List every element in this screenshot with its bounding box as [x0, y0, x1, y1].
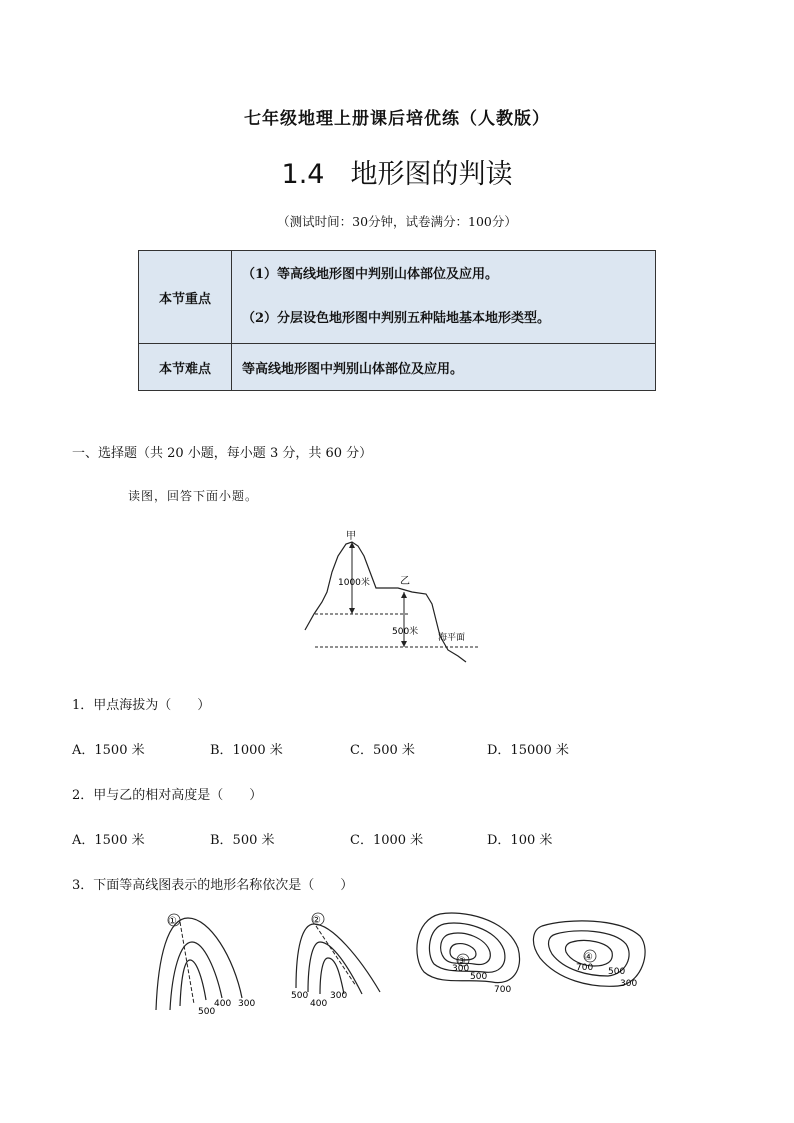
profile-diagram — [300, 522, 490, 670]
fig3-label-500: 500 — [470, 972, 488, 982]
page-title — [0, 152, 794, 191]
difficulty-content: 等高线地形图中判别山体部位及应用。 — [232, 344, 656, 391]
point-label: 乙 — [400, 576, 410, 587]
contour-line-400 — [308, 942, 362, 994]
q1-option-d[interactable]: D．15000 米 — [487, 743, 569, 758]
contour-line-300 — [156, 918, 242, 1010]
contour-figure-hill — [528, 914, 658, 996]
key-point-2: （2）分层设色地形图中判别五种陆地基本地形类型。 — [242, 311, 551, 326]
key-point-1: （1）等高线地形图中判别山体部位及应用。 — [242, 267, 499, 282]
fig4-label-500: 500 — [608, 967, 626, 977]
height-label-500: 500米 — [392, 627, 419, 637]
section-title: 一、选择题（共 20 小题，每小题 3 分，共 60 分） — [72, 446, 373, 461]
difficulty-label: 本节难点 — [139, 344, 232, 391]
key-points-label: 本节重点 — [139, 251, 232, 344]
q2-option-b[interactable]: B．500 米 — [210, 833, 275, 848]
question-2: 2．甲与乙的相对高度是（ ） — [72, 788, 263, 803]
arrow-head-icon — [349, 608, 355, 614]
test-info: （测试时间：30分钟，试卷满分：100分） — [277, 214, 517, 229]
focus-table — [138, 250, 656, 391]
q2-option-d[interactable]: D．100 米 — [487, 833, 553, 848]
fig2-label-500: 500 — [291, 991, 309, 1001]
document-header: 七年级地理上册课后培优练（人教版） — [244, 109, 550, 129]
q1-option-a[interactable]: A．1500 米 — [72, 743, 145, 758]
fig4-label-300: 300 — [620, 979, 638, 989]
question-1: 1．甲点海拔为（ ） — [72, 698, 211, 713]
fig2-marker: ② — [312, 915, 321, 926]
arrow-head-icon — [401, 592, 407, 598]
fig2-label-300: 300 — [330, 991, 348, 1001]
q1-option-b[interactable]: B．1000 米 — [210, 743, 283, 758]
terrain-profile-line — [305, 542, 466, 662]
contour-figure-ridge — [148, 908, 268, 1016]
ridge-line — [180, 922, 194, 1004]
contour-figure-basin — [410, 908, 525, 1000]
fig3-label-300: 300 — [452, 964, 470, 974]
fig3-marker: ③ — [457, 956, 466, 967]
arrow-head-icon — [401, 641, 407, 647]
fig1-marker: ① — [168, 916, 177, 927]
fig1-label-300: 300 — [238, 999, 256, 1009]
fig2-label-400: 400 — [310, 999, 328, 1009]
question-3: 3．下面等高线图表示的地形名称依次是（ ） — [72, 878, 354, 893]
height-label-1000: 1000米 — [338, 578, 370, 588]
fig3-label-700: 700 — [494, 985, 512, 995]
key-points-content — [232, 251, 656, 344]
peak-label: 甲 — [346, 531, 356, 542]
sea-level-label: 海平面 — [438, 633, 466, 643]
q2-option-c[interactable]: C．1000 米 — [350, 833, 424, 848]
table-row — [139, 251, 656, 344]
instruction: 读图，回答下面小题。 — [128, 489, 259, 503]
fig1-label-400: 400 — [214, 999, 232, 1009]
contour-figure-valley — [290, 908, 400, 1016]
title-text: 地形图的判读 — [350, 159, 513, 190]
fig4-marker: ④ — [584, 952, 593, 963]
q1-option-c[interactable]: C．500 米 — [350, 743, 415, 758]
title-number: 1.4 — [281, 159, 325, 190]
fig1-label-500: 500 — [198, 1007, 216, 1016]
fig4-label-700: 700 — [576, 963, 594, 973]
table-row — [139, 344, 656, 391]
q2-option-a[interactable]: A．1500 米 — [72, 833, 145, 848]
